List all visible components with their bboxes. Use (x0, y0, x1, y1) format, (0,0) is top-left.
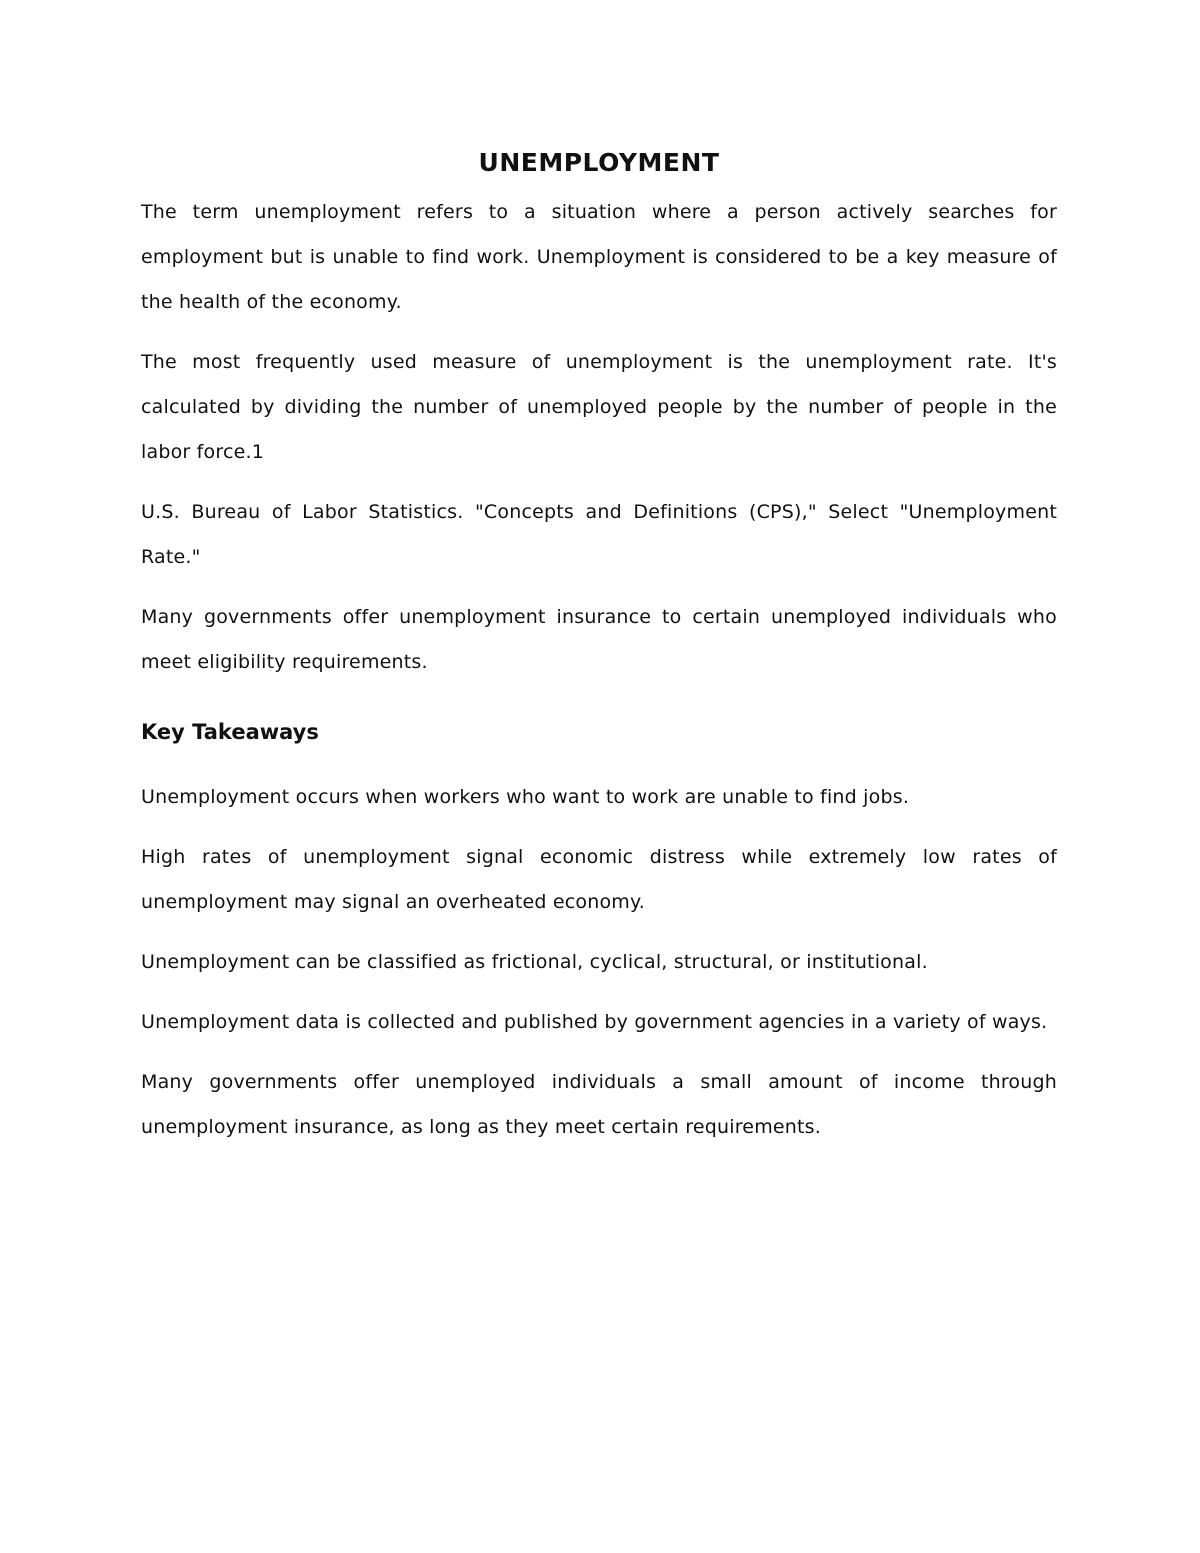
takeaway-item: Many governments offer unemployed individuals a small amount of income through unemployment insurance, as long as they meet certain requirements. (141, 1071, 1057, 1138)
takeaway-item: Unemployment can be classified as frictional, cyclical, structural, or institutional. (141, 951, 928, 973)
takeaway-item: High rates of unemployment signal economic distress while extremely low rates of unemployment may signal an overheated economy. (141, 846, 1057, 913)
document-body (141, 140, 1057, 1165)
intro-paragraph-insurance: Many governments offer unemployment insurance to certain unemployed individuals who meet eligibility requirements. (141, 606, 1057, 673)
takeaway-item: Unemployment data is collected and published by government agencies in a variety of ways. (141, 1011, 1048, 1033)
intro-paragraph-definition: The term unemployment refers to a situation where a person actively searches for employment but is unable to find work. Unemployment is considered to be a key measure of the health of the economy. (141, 201, 1057, 313)
takeaway-item: Unemployment occurs when workers who want to work are unable to find jobs. (141, 786, 910, 808)
intro-paragraph-rate: The most frequently used measure of unemployment is the unemployment rate. It's calculated by dividing the number of unemployed people by the number of people in the labor force.1 (141, 351, 1057, 463)
intro-paragraph-citation: U.S. Bureau of Labor Statistics. "Concepts and Definitions (CPS)," Select "Unemployment Rate." (141, 501, 1057, 568)
key-takeaways-heading: Key Takeaways (141, 720, 319, 744)
document-title: UNEMPLOYMENT (478, 148, 720, 177)
